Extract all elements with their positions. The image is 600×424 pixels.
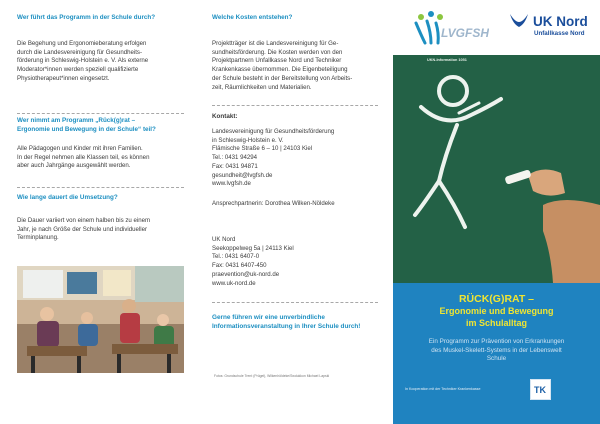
lvgfsh-logo-icon xyxy=(411,9,489,54)
chalkboard-image xyxy=(393,55,600,283)
middle-panel xyxy=(200,0,393,424)
text-costs: Projektträger ist die Landesvereinigung für Ge- sundheitsförderung. Die Kosten werden von den Projektpartnern Unfallkasse Nord und Techniker Krankenkasse übernommen. Die Eigenbeteiligung der Schule besteht in der Bereitstellung von Arbeits- zeit, Räumlichkeiten und Materialien. xyxy=(212,40,353,91)
uk-nord-name: UK Nord xyxy=(533,14,588,29)
contact-lvgfsh: Landesvereinigung für Gesundheitsförderung in Schleswig-Holstein e. V. Flämische Straße 6 – 10 | 24103 Kiel Tel.: 0431 94294 Fax: 0431 94871 gesundheit@lvgfsh.de www.lvgfsh.de xyxy=(212,128,335,188)
classroom-photo-image xyxy=(17,266,184,373)
divider xyxy=(17,187,184,189)
heading-contact: Kontakt: xyxy=(212,113,238,120)
uk-nord-eagle-icon xyxy=(507,10,595,50)
cover-title-line1: RÜCK(G)RAT – xyxy=(458,293,535,305)
text-duration: Die Dauer variiert von einem halben bis zu einem Jahr, je nach Größe der Schule und individueller Terminplanung. xyxy=(17,217,151,242)
divider xyxy=(212,105,378,107)
cover-title-line2: Ergonomie und Bewegung xyxy=(439,306,554,316)
heading-duration: Wie lange dauert die Umsetzung? xyxy=(17,194,118,201)
divider xyxy=(17,113,184,115)
lvgfsh-logo-mark xyxy=(411,9,489,49)
heading-participants: Wer nimmt am Programm „Rück(g)rat – Ergonomie und Bewegung in der Schule“ teil? xyxy=(17,117,156,133)
left-panel xyxy=(0,0,200,424)
uk-nord-subtitle: Unfallkasse Nord xyxy=(534,30,585,37)
cta-info-event: Gerne führen wir eine unverbindliche Informationsveranstaltung in Ihrer Schule durch! xyxy=(212,314,361,331)
tk-logo-mark xyxy=(531,380,550,399)
heading-who: Wer führt das Programm in der Schule durch? xyxy=(17,14,156,21)
divider xyxy=(212,302,378,304)
photo-credit: Fotos: Grundschule Trent (Prügel), Wilkenhöldeke/Swdukkon Michael Lapski xyxy=(214,374,330,378)
cover-title-line3: im Schulalltag xyxy=(465,318,527,328)
heading-costs: Welche Kosten entstehen? xyxy=(212,14,293,21)
contact-person: Ansprechpartnerin: Dorothea Wilken-Nöldeke xyxy=(212,200,335,207)
publication-number: UKN-Information 1051 xyxy=(427,58,467,62)
chalk-figure-drawing xyxy=(393,55,600,283)
classroom-photo xyxy=(17,266,184,373)
contact-uknord: UK Nord Seekoppelweg 5a | 24113 Kiel Tel.: 0431 6407-0 Fax: 0431 6407-450 praevention@uk-nord.de www.uk-nord.de xyxy=(212,236,294,287)
uk-nord-logo xyxy=(507,10,595,55)
lvgfsh-logo-text: LVGFSH xyxy=(441,26,489,40)
tk-logo-icon xyxy=(530,379,551,400)
tk-logo-text: TK xyxy=(534,385,546,395)
cooperation-note: In Kooperation mit der Techniker Krankenkasse xyxy=(405,387,481,391)
cover-subtitle: Ein Programm zur Prävention von Erkrankungen des Muskel-Skelett-Systems in der Lebenswelt Schule xyxy=(428,338,565,363)
text-participants: Alle Pädagogen und Kinder mit ihren Familien. In der Regel nehmen alle Klassen teil, es können aber auch Jahrgänge ausgewählt werden. xyxy=(17,145,150,170)
text-who: Die Begehung und Ergonomieberatung erfolgen durch die Landesvereinigung für Gesundheits- förderung in Schleswig-Holstein e. V. Als externe Moderator*innen werden speziell qualifizierte Physiotherapeut*innen eingesetzt. xyxy=(17,40,149,82)
title-panel xyxy=(393,283,600,424)
